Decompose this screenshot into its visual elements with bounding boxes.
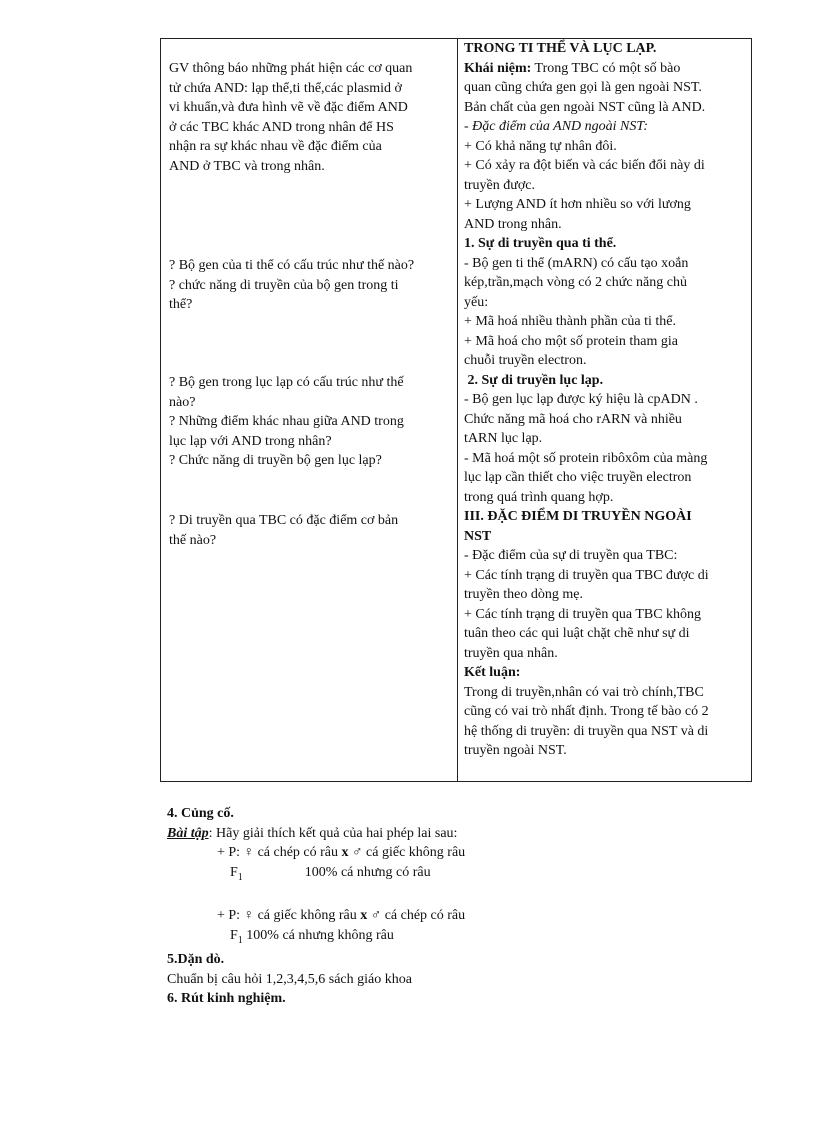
question-line: ? Chức năng di truyền bộ gen lục lạp? (169, 453, 382, 468)
text-line: + Các tính trạng di truyền qua TBC không (464, 606, 702, 622)
cross-2-male: ♂ cá chép có râu (367, 908, 466, 924)
features-label: - Đặc điểm của AND ngoài NST: (464, 119, 649, 134)
text-line: Chức năng mã hoá cho rARN và nhiều (464, 411, 682, 427)
text-line (464, 59, 750, 79)
column-divider (457, 39, 458, 781)
cross-1-female: + P: ♀ cá chép có râu (217, 845, 342, 860)
text-line: truyền ngoài NST. (464, 743, 567, 758)
text-line: ở các TBC khác AND trong nhân để HS (169, 119, 394, 135)
concept-text: Trong TBC có một số bào (531, 60, 681, 76)
section-heading: TRONG TI THỂ VÀ LỤC LẠP. (464, 41, 657, 56)
teacher-questions-block-3 (169, 373, 451, 471)
spacer (167, 887, 767, 907)
section-heading: III. ĐẶC ĐIỂM DI TRUYỀN NGOÀI (464, 509, 692, 524)
text-line: Trong di truyền,nhân có vai trò chính,TBC (464, 684, 704, 700)
text-line: truyền theo dòng mẹ. (464, 587, 583, 602)
exercise-line (167, 824, 767, 844)
cross-2-result-text: 100% cá nhưng không râu (242, 927, 394, 943)
question-line: ? Di truyền qua TBC có đặc điểm cơ bản (169, 513, 399, 528)
text-line: truyền qua nhân. (464, 645, 558, 661)
cross-symbol: x (341, 845, 349, 860)
subsection-heading: 2. Sự di truyền lục lạp. (464, 372, 604, 388)
text-line: + Các tính trạng di truyền qua TBC được di (464, 567, 709, 583)
question-line: ? Bộ gen trong lục lạp có cấu trúc như thế (169, 375, 404, 390)
concept-label: Khái niệm: (464, 60, 532, 76)
cross-2-result (230, 926, 767, 950)
cross-2 (217, 906, 767, 926)
text-line: tARN lục lạp. (464, 431, 543, 446)
section-heading: NST (464, 528, 492, 544)
text-line: truyền được. (464, 177, 535, 193)
text-line: + Lượng AND ít hơn nhiều so với lương (464, 197, 691, 212)
f1-subscript: 1 (237, 934, 243, 946)
text-line: Bản chất của gen ngoài NST cũng là AND. (464, 99, 706, 115)
text-line: nhận ra sự khác nhau về đặc điểm của (169, 139, 382, 154)
consolidation-heading: 4. Củng cố. (167, 806, 234, 821)
text-line: - Đặc điểm của sự di truyền qua TBC: (464, 548, 678, 563)
text-line: - Bộ gen lục lạp được ký hiệu là cpADN . (464, 392, 698, 407)
conclusion-label: Kết luận: (464, 665, 521, 680)
cross-1-result (230, 863, 767, 887)
question-line: ? chức năng di truyền của bộ gen trong ti (169, 277, 399, 293)
text-line: - Bộ gen ti thể (mARN) có cấu tạo xoắn (464, 255, 689, 271)
content-column (464, 39, 750, 761)
f1-subscript: 1 (237, 871, 243, 883)
teacher-questions-block-2 (169, 256, 451, 315)
exercise-label: Bài tập (167, 825, 209, 841)
text-line: quan cũng chứa gen gọi là gen ngoài NST. (464, 80, 702, 95)
text-line: + Có khả năng tự nhân đôi. (464, 138, 617, 154)
exercise-text: : Hãy giải thích kết quả của hai phép lai sau: (208, 825, 458, 841)
question-line: ? Bộ gen của ti thể có cấu trúc như thế nào? (169, 258, 415, 273)
post-table-section (167, 804, 767, 1009)
text-line: - Mã hoá một số protein ribôxôm của màng (464, 450, 708, 466)
text-line: chuỗi truyền electron. (464, 353, 587, 368)
text-line: yếu: (464, 294, 489, 310)
cross-2-female: + P: ♀ cá giếc không râu (217, 908, 361, 924)
text-line: trong quá trình quang hợp. (464, 489, 614, 505)
text-line: vi khuẩn,và đưa hình vẽ về đặc điểm AND (169, 100, 408, 115)
teacher-questions-block-4 (169, 511, 451, 550)
f1-label: F (230, 864, 238, 880)
lesson-table (160, 38, 752, 782)
cross-1 (217, 843, 767, 863)
text-line: + Mã hoá nhiều thành phần của ti thể. (464, 314, 677, 329)
question-line: ? Những điểm khác nhau giữa AND trong (169, 414, 404, 429)
cross-1-male: ♂ cá giếc không râu (348, 845, 466, 860)
cross-1-result-text: 100% cá nhưng có râu (304, 864, 431, 880)
text-line: cũng có vai trò nhất định. Trong tế bào có 2 (464, 704, 709, 719)
question-line: lục lạp với AND trong nhân? (169, 433, 332, 449)
reflection-heading: 6. Rút kinh nghiệm. (167, 991, 286, 1007)
question-line: nào? (169, 394, 196, 410)
teacher-notes-block-1 (169, 59, 451, 176)
text-line: tử chứa AND: lạp thể,ti thể,các plasmid ở (169, 80, 402, 96)
question-line: thể? (169, 297, 193, 312)
text-line: AND ở TBC và trong nhân. (169, 158, 325, 174)
cross-symbol: x (360, 908, 368, 924)
text-line: hệ thống di truyền: di truyền qua NST và di (464, 723, 709, 739)
subsection-heading: 1. Sự di truyền qua ti thể. (464, 236, 617, 251)
text-line: lục lạp cần thiết cho việc truyền electron (464, 470, 692, 485)
text-line: + Mã hoá cho một số protein tham gia (464, 333, 678, 349)
text-line: + Có xảy ra đột biến và các biến đổi này di (464, 158, 705, 173)
text-line: kép,trần,mạch vòng có 2 chức năng chủ (464, 275, 687, 290)
text-line: AND trong nhân. (464, 216, 562, 232)
homework-heading: 5.Dặn dò. (167, 952, 225, 968)
homework-text: Chuẩn bị câu hỏi 1,2,3,4,5,6 sách giáo khoa (167, 971, 412, 987)
text-line: GV thông báo những phát hiện các cơ quan (169, 61, 413, 76)
f1-label: F (230, 927, 238, 943)
text-line: tuân theo các qui luật chặt chẽ như sự di (464, 626, 690, 641)
question-line: thế nào? (169, 532, 217, 548)
